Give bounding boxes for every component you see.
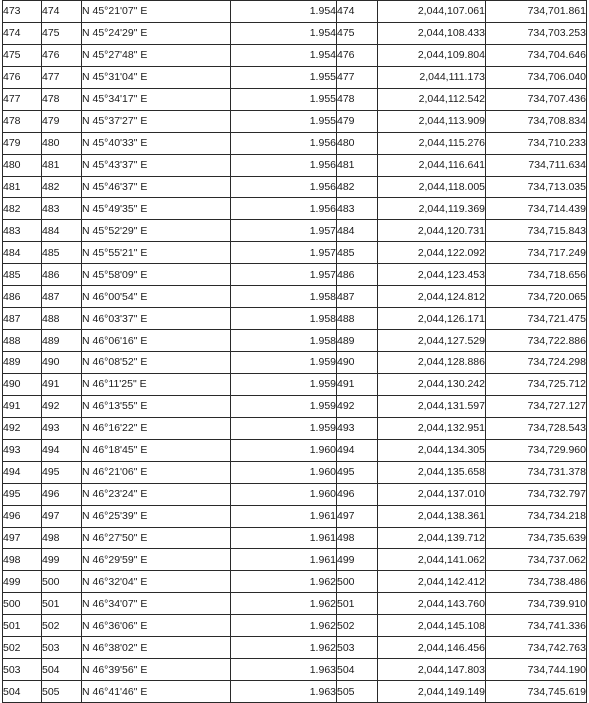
point-id-cell: 490: [337, 352, 378, 374]
bearing-cell: N 45°49'35" E: [82, 198, 231, 220]
point-id-cell: 485: [337, 242, 378, 264]
from-station-cell: 482: [3, 198, 42, 220]
northing-cell: 2,044,107.061: [378, 1, 486, 23]
table-row: [3, 308, 587, 330]
point-id-cell: 483: [337, 198, 378, 220]
point-id-cell: 497: [337, 505, 378, 527]
distance-cell: 1.960: [231, 439, 337, 461]
distance-cell: 1.959: [231, 417, 337, 439]
bearing-cell: N 45°58'09" E: [82, 264, 231, 286]
point-id-cell: 477: [337, 66, 378, 88]
table-row: [3, 132, 587, 154]
to-station-cell: 494: [42, 439, 82, 461]
point-id-cell: 499: [337, 549, 378, 571]
distance-cell: 1.958: [231, 308, 337, 330]
easting-cell: 734,703.253: [486, 22, 587, 44]
northing-cell: 2,044,127.529: [378, 330, 486, 352]
northing-cell: 2,044,137.010: [378, 483, 486, 505]
easting-cell: 734,711.634: [486, 154, 587, 176]
distance-cell: 1.963: [231, 659, 337, 681]
point-id-cell: 492: [337, 395, 378, 417]
bearing-cell: N 46°25'39" E: [82, 505, 231, 527]
from-station-cell: 475: [3, 44, 42, 66]
point-id-cell: 498: [337, 527, 378, 549]
northing-cell: 2,044,108.433: [378, 22, 486, 44]
easting-cell: 734,729.960: [486, 439, 587, 461]
table-row: [3, 615, 587, 637]
northing-cell: 2,044,135.658: [378, 461, 486, 483]
to-station-cell: 474: [42, 1, 82, 23]
easting-cell: 734,720.065: [486, 286, 587, 308]
bearing-cell: N 46°21'06" E: [82, 461, 231, 483]
easting-cell: 734,741.336: [486, 615, 587, 637]
northing-cell: 2,044,128.886: [378, 352, 486, 374]
bearing-cell: N 46°16'22" E: [82, 417, 231, 439]
point-id-cell: 476: [337, 44, 378, 66]
easting-cell: 734,721.475: [486, 308, 587, 330]
bearing-cell: N 45°46'37" E: [82, 176, 231, 198]
from-station-cell: 474: [3, 22, 42, 44]
distance-cell: 1.954: [231, 44, 337, 66]
easting-cell: 734,738.486: [486, 571, 587, 593]
from-station-cell: 486: [3, 286, 42, 308]
to-station-cell: 486: [42, 264, 82, 286]
coordinate-table: [2, 0, 587, 703]
to-station-cell: 497: [42, 505, 82, 527]
point-id-cell: 500: [337, 571, 378, 593]
distance-cell: 1.962: [231, 615, 337, 637]
easting-cell: 734,727.127: [486, 395, 587, 417]
table-row: [3, 659, 587, 681]
from-station-cell: 490: [3, 373, 42, 395]
northing-cell: 2,044,142.412: [378, 571, 486, 593]
northing-cell: 2,044,141.062: [378, 549, 486, 571]
from-station-cell: 494: [3, 461, 42, 483]
to-station-cell: 477: [42, 66, 82, 88]
northing-cell: 2,044,132.951: [378, 417, 486, 439]
to-station-cell: 503: [42, 637, 82, 659]
to-station-cell: 501: [42, 593, 82, 615]
to-station-cell: 490: [42, 352, 82, 374]
easting-cell: 734,718.656: [486, 264, 587, 286]
bearing-cell: N 46°29'59" E: [82, 549, 231, 571]
from-station-cell: 481: [3, 176, 42, 198]
table-row: [3, 549, 587, 571]
from-station-cell: 497: [3, 527, 42, 549]
distance-cell: 1.961: [231, 549, 337, 571]
distance-cell: 1.962: [231, 593, 337, 615]
northing-cell: 2,044,113.909: [378, 110, 486, 132]
table-row: [3, 593, 587, 615]
northing-cell: 2,044,112.542: [378, 88, 486, 110]
table-row: [3, 66, 587, 88]
table-row: [3, 220, 587, 242]
northing-cell: 2,044,122.092: [378, 242, 486, 264]
point-id-cell: 487: [337, 286, 378, 308]
bearing-cell: N 46°06'16" E: [82, 330, 231, 352]
bearing-cell: N 45°40'33" E: [82, 132, 231, 154]
bearing-cell: N 46°18'45" E: [82, 439, 231, 461]
point-id-cell: 475: [337, 22, 378, 44]
point-id-cell: 489: [337, 330, 378, 352]
to-station-cell: 499: [42, 549, 82, 571]
distance-cell: 1.963: [231, 681, 337, 703]
to-station-cell: 489: [42, 330, 82, 352]
easting-cell: 734,713.035: [486, 176, 587, 198]
from-station-cell: 485: [3, 264, 42, 286]
to-station-cell: 491: [42, 373, 82, 395]
from-station-cell: 479: [3, 132, 42, 154]
to-station-cell: 502: [42, 615, 82, 637]
easting-cell: 734,732.797: [486, 483, 587, 505]
point-id-cell: 479: [337, 110, 378, 132]
distance-cell: 1.957: [231, 264, 337, 286]
northing-cell: 2,044,116.641: [378, 154, 486, 176]
northing-cell: 2,044,109.804: [378, 44, 486, 66]
point-id-cell: 488: [337, 308, 378, 330]
from-station-cell: 499: [3, 571, 42, 593]
point-id-cell: 480: [337, 132, 378, 154]
from-station-cell: 488: [3, 330, 42, 352]
point-id-cell: 478: [337, 88, 378, 110]
from-station-cell: 503: [3, 659, 42, 681]
easting-cell: 734,704.646: [486, 44, 587, 66]
from-station-cell: 495: [3, 483, 42, 505]
northing-cell: 2,044,118.005: [378, 176, 486, 198]
distance-cell: 1.957: [231, 242, 337, 264]
bearing-cell: N 46°36'06" E: [82, 615, 231, 637]
northing-cell: 2,044,131.597: [378, 395, 486, 417]
to-station-cell: 479: [42, 110, 82, 132]
point-id-cell: 486: [337, 264, 378, 286]
distance-cell: 1.956: [231, 198, 337, 220]
easting-cell: 734,739.910: [486, 593, 587, 615]
distance-cell: 1.955: [231, 88, 337, 110]
table-row: [3, 461, 587, 483]
point-id-cell: 482: [337, 176, 378, 198]
to-station-cell: 475: [42, 22, 82, 44]
distance-cell: 1.954: [231, 1, 337, 23]
bearing-cell: N 46°23'24" E: [82, 483, 231, 505]
easting-cell: 734,731.378: [486, 461, 587, 483]
table-row: [3, 22, 587, 44]
table-row: [3, 88, 587, 110]
table-row: [3, 527, 587, 549]
to-station-cell: 481: [42, 154, 82, 176]
northing-cell: 2,044,134.305: [378, 439, 486, 461]
northing-cell: 2,044,123.453: [378, 264, 486, 286]
to-station-cell: 495: [42, 461, 82, 483]
northing-cell: 2,044,115.276: [378, 132, 486, 154]
northing-cell: 2,044,120.731: [378, 220, 486, 242]
from-station-cell: 483: [3, 220, 42, 242]
distance-cell: 1.961: [231, 527, 337, 549]
from-station-cell: 500: [3, 593, 42, 615]
northing-cell: 2,044,149.149: [378, 681, 486, 703]
easting-cell: 734,701.861: [486, 1, 587, 23]
distance-cell: 1.955: [231, 66, 337, 88]
distance-cell: 1.957: [231, 220, 337, 242]
bearing-cell: N 46°41'46" E: [82, 681, 231, 703]
distance-cell: 1.960: [231, 461, 337, 483]
bearing-cell: N 45°43'37" E: [82, 154, 231, 176]
from-station-cell: 473: [3, 1, 42, 23]
table-row: [3, 417, 587, 439]
distance-cell: 1.956: [231, 154, 337, 176]
table-row: [3, 110, 587, 132]
distance-cell: 1.959: [231, 373, 337, 395]
from-station-cell: 493: [3, 439, 42, 461]
to-station-cell: 484: [42, 220, 82, 242]
point-id-cell: 502: [337, 615, 378, 637]
distance-cell: 1.959: [231, 352, 337, 374]
table-row: [3, 1, 587, 23]
distance-cell: 1.959: [231, 395, 337, 417]
easting-cell: 734,745.619: [486, 681, 587, 703]
table-row: [3, 176, 587, 198]
from-station-cell: 492: [3, 417, 42, 439]
to-station-cell: 487: [42, 286, 82, 308]
table-row: [3, 286, 587, 308]
bearing-cell: N 46°03'37" E: [82, 308, 231, 330]
point-id-cell: 494: [337, 439, 378, 461]
to-station-cell: 496: [42, 483, 82, 505]
northing-cell: 2,044,143.760: [378, 593, 486, 615]
point-id-cell: 496: [337, 483, 378, 505]
table-row: [3, 483, 587, 505]
bearing-cell: N 46°00'54" E: [82, 286, 231, 308]
from-station-cell: 504: [3, 681, 42, 703]
distance-cell: 1.956: [231, 176, 337, 198]
northing-cell: 2,044,145.108: [378, 615, 486, 637]
bearing-cell: N 46°11'25" E: [82, 373, 231, 395]
table-row: [3, 154, 587, 176]
to-station-cell: 492: [42, 395, 82, 417]
to-station-cell: 505: [42, 681, 82, 703]
distance-cell: 1.958: [231, 330, 337, 352]
easting-cell: 734,734.218: [486, 505, 587, 527]
table-row: [3, 637, 587, 659]
distance-cell: 1.961: [231, 505, 337, 527]
point-id-cell: 484: [337, 220, 378, 242]
from-station-cell: 491: [3, 395, 42, 417]
distance-cell: 1.960: [231, 483, 337, 505]
bearing-cell: N 46°27'50" E: [82, 527, 231, 549]
to-station-cell: 478: [42, 88, 82, 110]
easting-cell: 734,724.298: [486, 352, 587, 374]
to-station-cell: 485: [42, 242, 82, 264]
point-id-cell: 505: [337, 681, 378, 703]
easting-cell: 734,725.712: [486, 373, 587, 395]
table-row: [3, 395, 587, 417]
table-row: [3, 571, 587, 593]
distance-cell: 1.954: [231, 22, 337, 44]
table-row: [3, 264, 587, 286]
easting-cell: 734,717.249: [486, 242, 587, 264]
table-row: [3, 681, 587, 703]
easting-cell: 734,715.843: [486, 220, 587, 242]
northing-cell: 2,044,124.812: [378, 286, 486, 308]
point-id-cell: 493: [337, 417, 378, 439]
from-station-cell: 480: [3, 154, 42, 176]
easting-cell: 734,708.834: [486, 110, 587, 132]
table-row: [3, 198, 587, 220]
bearing-cell: N 46°34'07" E: [82, 593, 231, 615]
to-station-cell: 488: [42, 308, 82, 330]
easting-cell: 734,722.886: [486, 330, 587, 352]
table-row: [3, 439, 587, 461]
northing-cell: 2,044,146.456: [378, 637, 486, 659]
bearing-cell: N 45°21'07" E: [82, 1, 231, 23]
distance-cell: 1.962: [231, 637, 337, 659]
to-station-cell: 500: [42, 571, 82, 593]
from-station-cell: 496: [3, 505, 42, 527]
to-station-cell: 483: [42, 198, 82, 220]
bearing-cell: N 45°55'21" E: [82, 242, 231, 264]
easting-cell: 734,707.436: [486, 88, 587, 110]
point-id-cell: 503: [337, 637, 378, 659]
northing-cell: 2,044,139.712: [378, 527, 486, 549]
easting-cell: 734,706.040: [486, 66, 587, 88]
to-station-cell: 476: [42, 44, 82, 66]
bearing-cell: N 46°32'04" E: [82, 571, 231, 593]
easting-cell: 734,742.763: [486, 637, 587, 659]
bearing-cell: N 46°13'55" E: [82, 395, 231, 417]
easting-cell: 734,737.062: [486, 549, 587, 571]
table-row: [3, 352, 587, 374]
northing-cell: 2,044,126.171: [378, 308, 486, 330]
distance-cell: 1.955: [231, 110, 337, 132]
point-id-cell: 501: [337, 593, 378, 615]
from-station-cell: 501: [3, 615, 42, 637]
from-station-cell: 478: [3, 110, 42, 132]
northing-cell: 2,044,147.803: [378, 659, 486, 681]
from-station-cell: 498: [3, 549, 42, 571]
point-id-cell: 474: [337, 1, 378, 23]
to-station-cell: 504: [42, 659, 82, 681]
from-station-cell: 476: [3, 66, 42, 88]
from-station-cell: 502: [3, 637, 42, 659]
bearing-cell: N 46°08'52" E: [82, 352, 231, 374]
to-station-cell: 480: [42, 132, 82, 154]
from-station-cell: 477: [3, 88, 42, 110]
bearing-cell: N 45°27'48" E: [82, 44, 231, 66]
distance-cell: 1.958: [231, 286, 337, 308]
distance-cell: 1.962: [231, 571, 337, 593]
bearing-cell: N 45°52'29" E: [82, 220, 231, 242]
to-station-cell: 482: [42, 176, 82, 198]
distance-cell: 1.956: [231, 132, 337, 154]
easting-cell: 734,728.543: [486, 417, 587, 439]
table-row: [3, 330, 587, 352]
easting-cell: 734,735.639: [486, 527, 587, 549]
easting-cell: 734,710.233: [486, 132, 587, 154]
from-station-cell: 484: [3, 242, 42, 264]
bearing-cell: N 46°39'56" E: [82, 659, 231, 681]
point-id-cell: 481: [337, 154, 378, 176]
northing-cell: 2,044,130.242: [378, 373, 486, 395]
table-row: [3, 373, 587, 395]
northing-cell: 2,044,111.173: [378, 66, 486, 88]
table-row: [3, 44, 587, 66]
point-id-cell: 504: [337, 659, 378, 681]
point-id-cell: 491: [337, 373, 378, 395]
to-station-cell: 498: [42, 527, 82, 549]
northing-cell: 2,044,119.369: [378, 198, 486, 220]
northing-cell: 2,044,138.361: [378, 505, 486, 527]
to-station-cell: 493: [42, 417, 82, 439]
bearing-cell: N 45°31'04" E: [82, 66, 231, 88]
table-body: [3, 1, 587, 703]
table-row: [3, 505, 587, 527]
easting-cell: 734,714.439: [486, 198, 587, 220]
easting-cell: 734,744.190: [486, 659, 587, 681]
bearing-cell: N 46°38'02" E: [82, 637, 231, 659]
table-row: [3, 242, 587, 264]
bearing-cell: N 45°37'27" E: [82, 110, 231, 132]
bearing-cell: N 45°34'17" E: [82, 88, 231, 110]
bearing-cell: N 45°24'29" E: [82, 22, 231, 44]
point-id-cell: 495: [337, 461, 378, 483]
from-station-cell: 487: [3, 308, 42, 330]
from-station-cell: 489: [3, 352, 42, 374]
